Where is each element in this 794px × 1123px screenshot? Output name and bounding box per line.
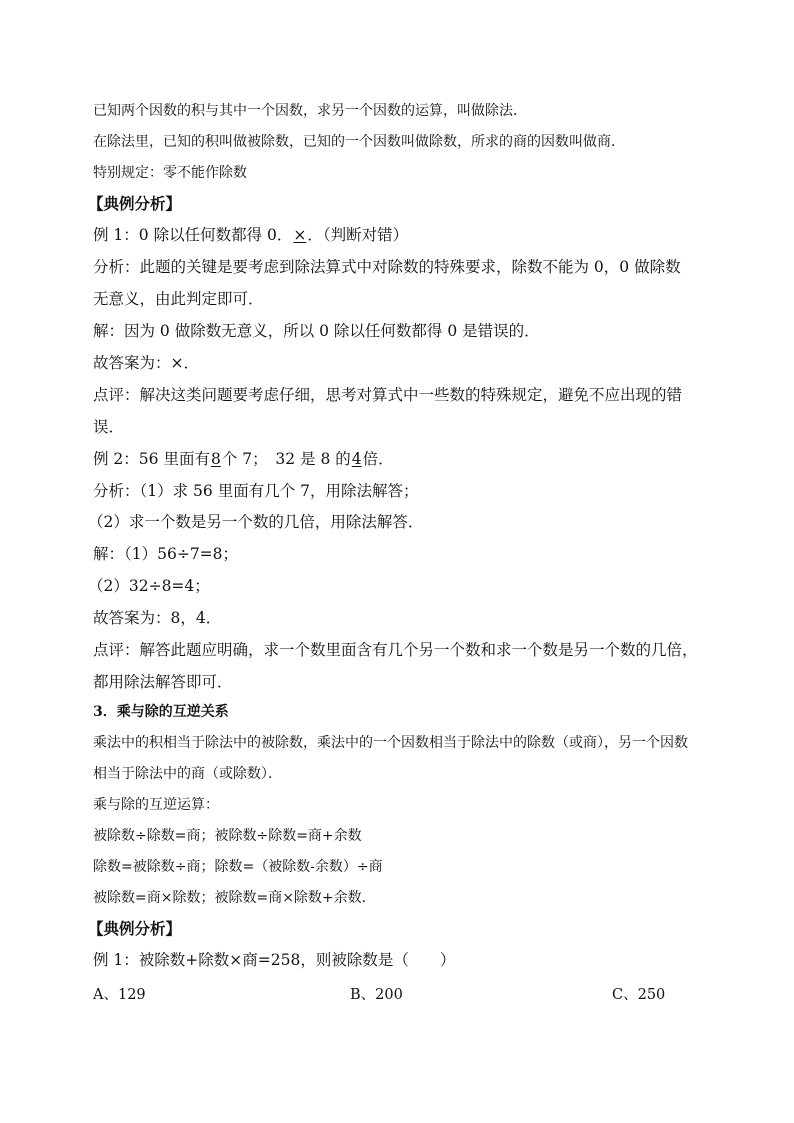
question-text: 个 7； 32 是 8 的 — [221, 450, 351, 468]
option-a: A、129 — [93, 987, 146, 1003]
section-paragraph-line-2: 相当于除法中的商（或除数）． — [93, 766, 282, 782]
example-2-analysis-line-1: 分析：（1）求 56 里面有几个 7，用除法解答； — [93, 482, 419, 500]
answer-blank: × — [293, 226, 307, 244]
formula-line-3: 被除数=商×除数；被除数=商×除数+余数． — [93, 890, 376, 906]
question-text: ．（判断对错） — [307, 226, 409, 244]
example-2-solution-line-2: （2）32÷8=4； — [88, 577, 210, 595]
answer-blank: 4 — [351, 450, 362, 468]
definition-line-2: 在除法里，已知的积叫做被除数，已知的一个因数叫做除数，所求的商的因数叫做商． — [93, 134, 625, 150]
example-1-analysis-line-1: 分析：此题的关键是要考虑到除法算式中对除数的特殊要求，除数不能为 0，0 做除数 — [93, 258, 681, 276]
example-2-answer: 故答案为：8，4． — [93, 609, 222, 627]
example-1-comment-line-1: 点评：解决这类问题要考虑仔细，思考对算式中一些数的特殊规定，避免不应出现的错 — [93, 386, 683, 404]
question-text: 例 2：56 里面有 — [93, 450, 210, 468]
example-1-question — [93, 226, 408, 245]
section-paragraph-line-1: 乘法中的积相当于除法中的被除数，乘法中的一个因数相当于除法中的除数（或商），另一个因数 — [93, 735, 688, 751]
option-c: C、250 — [612, 987, 666, 1003]
option-b: B、200 — [350, 987, 403, 1003]
example-2-solution-line-1: 解：（1）56÷7=8； — [93, 545, 239, 563]
example-1-solution: 解：因为 0 做除数无意义，所以 0 除以任何数都得 0 是错误的． — [93, 322, 540, 340]
answer-blank: 8 — [210, 450, 221, 468]
example-1-answer: 故答案为：×． — [93, 354, 199, 372]
example-2-comment-line-1: 点评：解答此题应明确，求一个数里面含有几个另一个数和求一个数是另一个数的几倍， — [93, 641, 698, 659]
example-1-analysis-line-2: 无意义，由此判定即可． — [93, 290, 264, 308]
definition-line-1: 已知两个因数的积与其中一个因数，求另一个因数的运算，叫做除法． — [93, 103, 527, 119]
definition-line-3: 特别规定：零不能作除数 — [93, 165, 247, 181]
example-2-comment-line-2: 都用除法解答即可． — [93, 673, 233, 691]
example-3-question: 例 1：被除数+除数×商=258，则被除数是（ ） — [93, 951, 456, 969]
example-1-comment-line-2: 误． — [93, 418, 125, 436]
example-heading: 【典例分析】 — [88, 919, 182, 938]
example-2-analysis-line-2: （2）求一个数是另一个数的几倍，用除法解答． — [88, 513, 424, 531]
question-text: 例 1：0 除以任何数都得 0． — [93, 226, 293, 244]
example-heading: 【典例分析】 — [88, 194, 182, 213]
example-2-question — [93, 450, 394, 469]
formula-line-1: 被除数÷除数=商；被除数÷除数=商+余数 — [93, 828, 362, 844]
section-paragraph-2: 乘与除的互逆运算： — [93, 797, 219, 813]
formula-line-2: 除数=被除数÷商；除数=（被除数-余数）÷商 — [93, 859, 383, 875]
section-heading: 3．乘与除的互逆关系 — [93, 704, 229, 720]
question-text: 倍． — [362, 450, 394, 468]
